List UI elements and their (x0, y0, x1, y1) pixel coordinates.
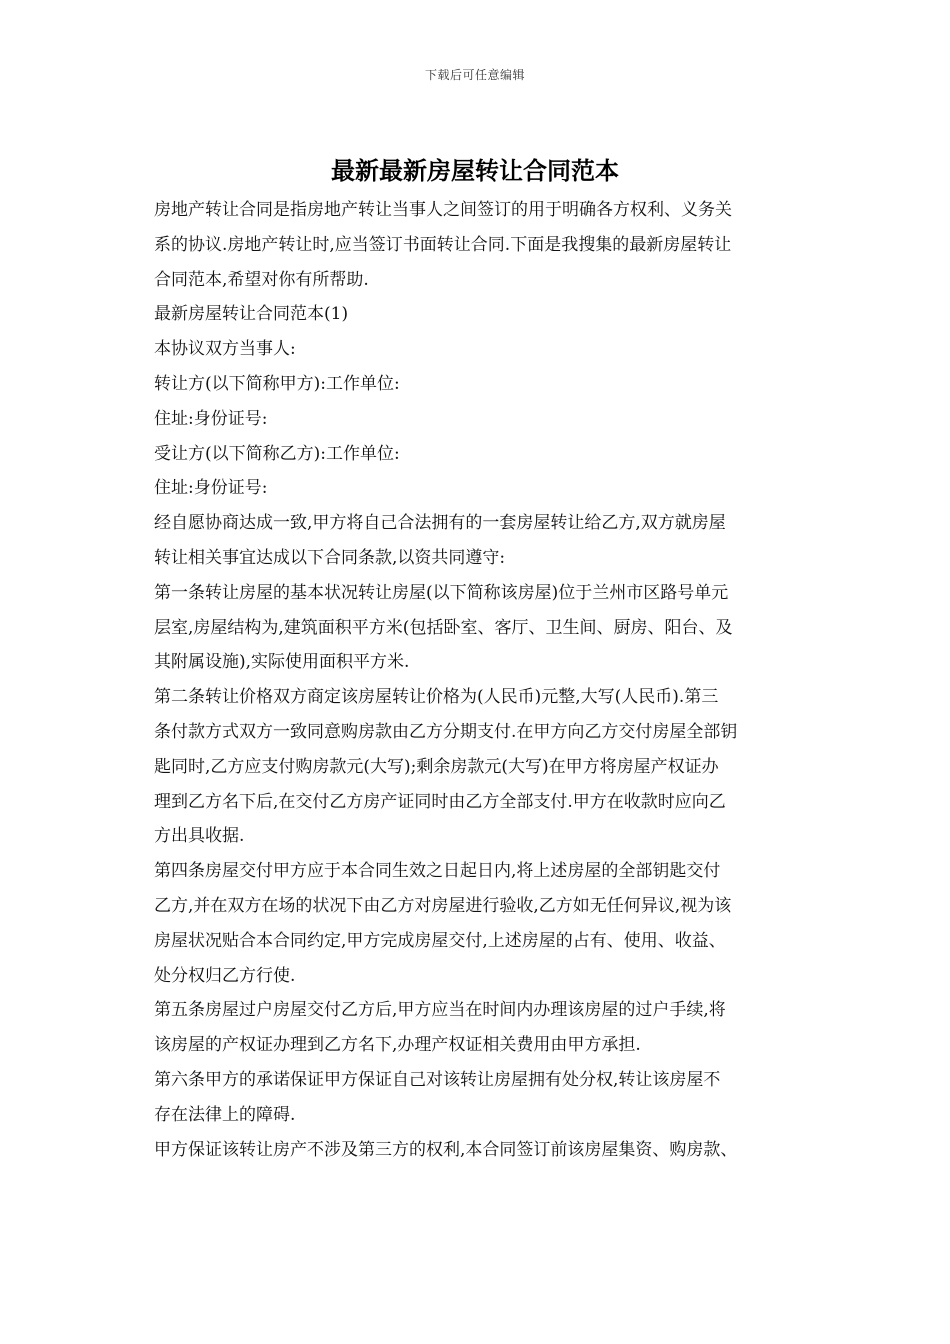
body-line: 匙同时,乙方应支付购房款元(大写);剩余房款元(大写)在甲方将房屋产权证办 (154, 756, 719, 777)
body-line: 系的协议.房地产转让时,应当签订书面转让合同.下面是我搜集的最新房屋转让 (154, 234, 732, 255)
body-line: 其附属设施),实际使用面积平方米. (154, 652, 410, 673)
header-note: 下载后可任意编辑 (424, 68, 525, 82)
body-line: 理到乙方名下后,在交付乙方房产证同时由乙方全部支付.甲方在收款时应向乙 (154, 791, 726, 812)
body-line: 乙方,并在双方在场的状况下由乙方对房屋进行验收,乙方如无任何异议,视为该 (154, 895, 732, 916)
body-line: 第六条甲方的承诺保证甲方保证自己对该转让房屋拥有处分权,转让该房屋不 (154, 1069, 721, 1090)
body-line: 受让方(以下简称乙方):工作单位: (154, 443, 400, 464)
body-line: 经自愿协商达成一致,甲方将自己合法拥有的一套房屋转让给乙方,双方就房屋 (154, 513, 726, 534)
body-line: 本协议双方当事人: (154, 339, 296, 360)
document-body (146, 193, 814, 1167)
document-title: 最新最新房屋转让合同范本 (331, 156, 619, 185)
body-line: 第二条转让价格双方商定该房屋转让价格为(人民币)元整,大写(人民币).第三 (154, 687, 719, 708)
body-line: 存在法律上的障碍. (154, 1104, 296, 1125)
body-line: 合同范本,希望对你有所帮助. (154, 269, 369, 290)
body-line: 该房屋的产权证办理到乙方名下,办理产权证相关费用由甲方承担. (154, 1035, 641, 1056)
body-line: 第四条房屋交付甲方应于本合同生效之日起日内,将上述房屋的全部钥匙交付 (154, 861, 721, 882)
body-line: 层室,房屋结构为,建筑面积平方米(包括卧室、客厅、卫生间、厨房、阳台、及 (154, 617, 733, 638)
body-line: 第五条房屋过户房屋交付乙方后,甲方应当在时间内办理该房屋的过户手续,将 (154, 1000, 726, 1021)
body-line: 方出具收据. (154, 826, 245, 847)
body-line: 甲方保证该转让房产不涉及第三方的权利,本合同签订前该房屋集资、购房款、 (154, 1139, 738, 1160)
body-line: 处分权归乙方行使. (154, 965, 296, 986)
body-line: 住址:身份证号: (154, 408, 268, 429)
body-line: 最新房屋转让合同范本(1) (154, 304, 349, 325)
body-line: 条付款方式双方一致同意购房款由乙方分期支付.在甲方向乙方交付房屋全部钥 (154, 721, 738, 742)
body-line: 房地产转让合同是指房地产转让当事人之间签订的用于明确各方权利、义务关 (154, 200, 732, 220)
body-line: 转让相关事宜达成以下合同条款,以资共同遵守: (154, 547, 506, 568)
body-line: 转让方(以下简称甲方):工作单位: (154, 373, 400, 394)
body-line: 房屋状况贴合本合同约定,甲方完成房屋交付,上述房屋的占有、使用、收益、 (154, 930, 726, 951)
body-line: 第一条转让房屋的基本状况转让房屋(以下简称该房屋)位于兰州市区路号单元 (154, 582, 729, 603)
body-line: 住址:身份证号: (154, 478, 268, 499)
